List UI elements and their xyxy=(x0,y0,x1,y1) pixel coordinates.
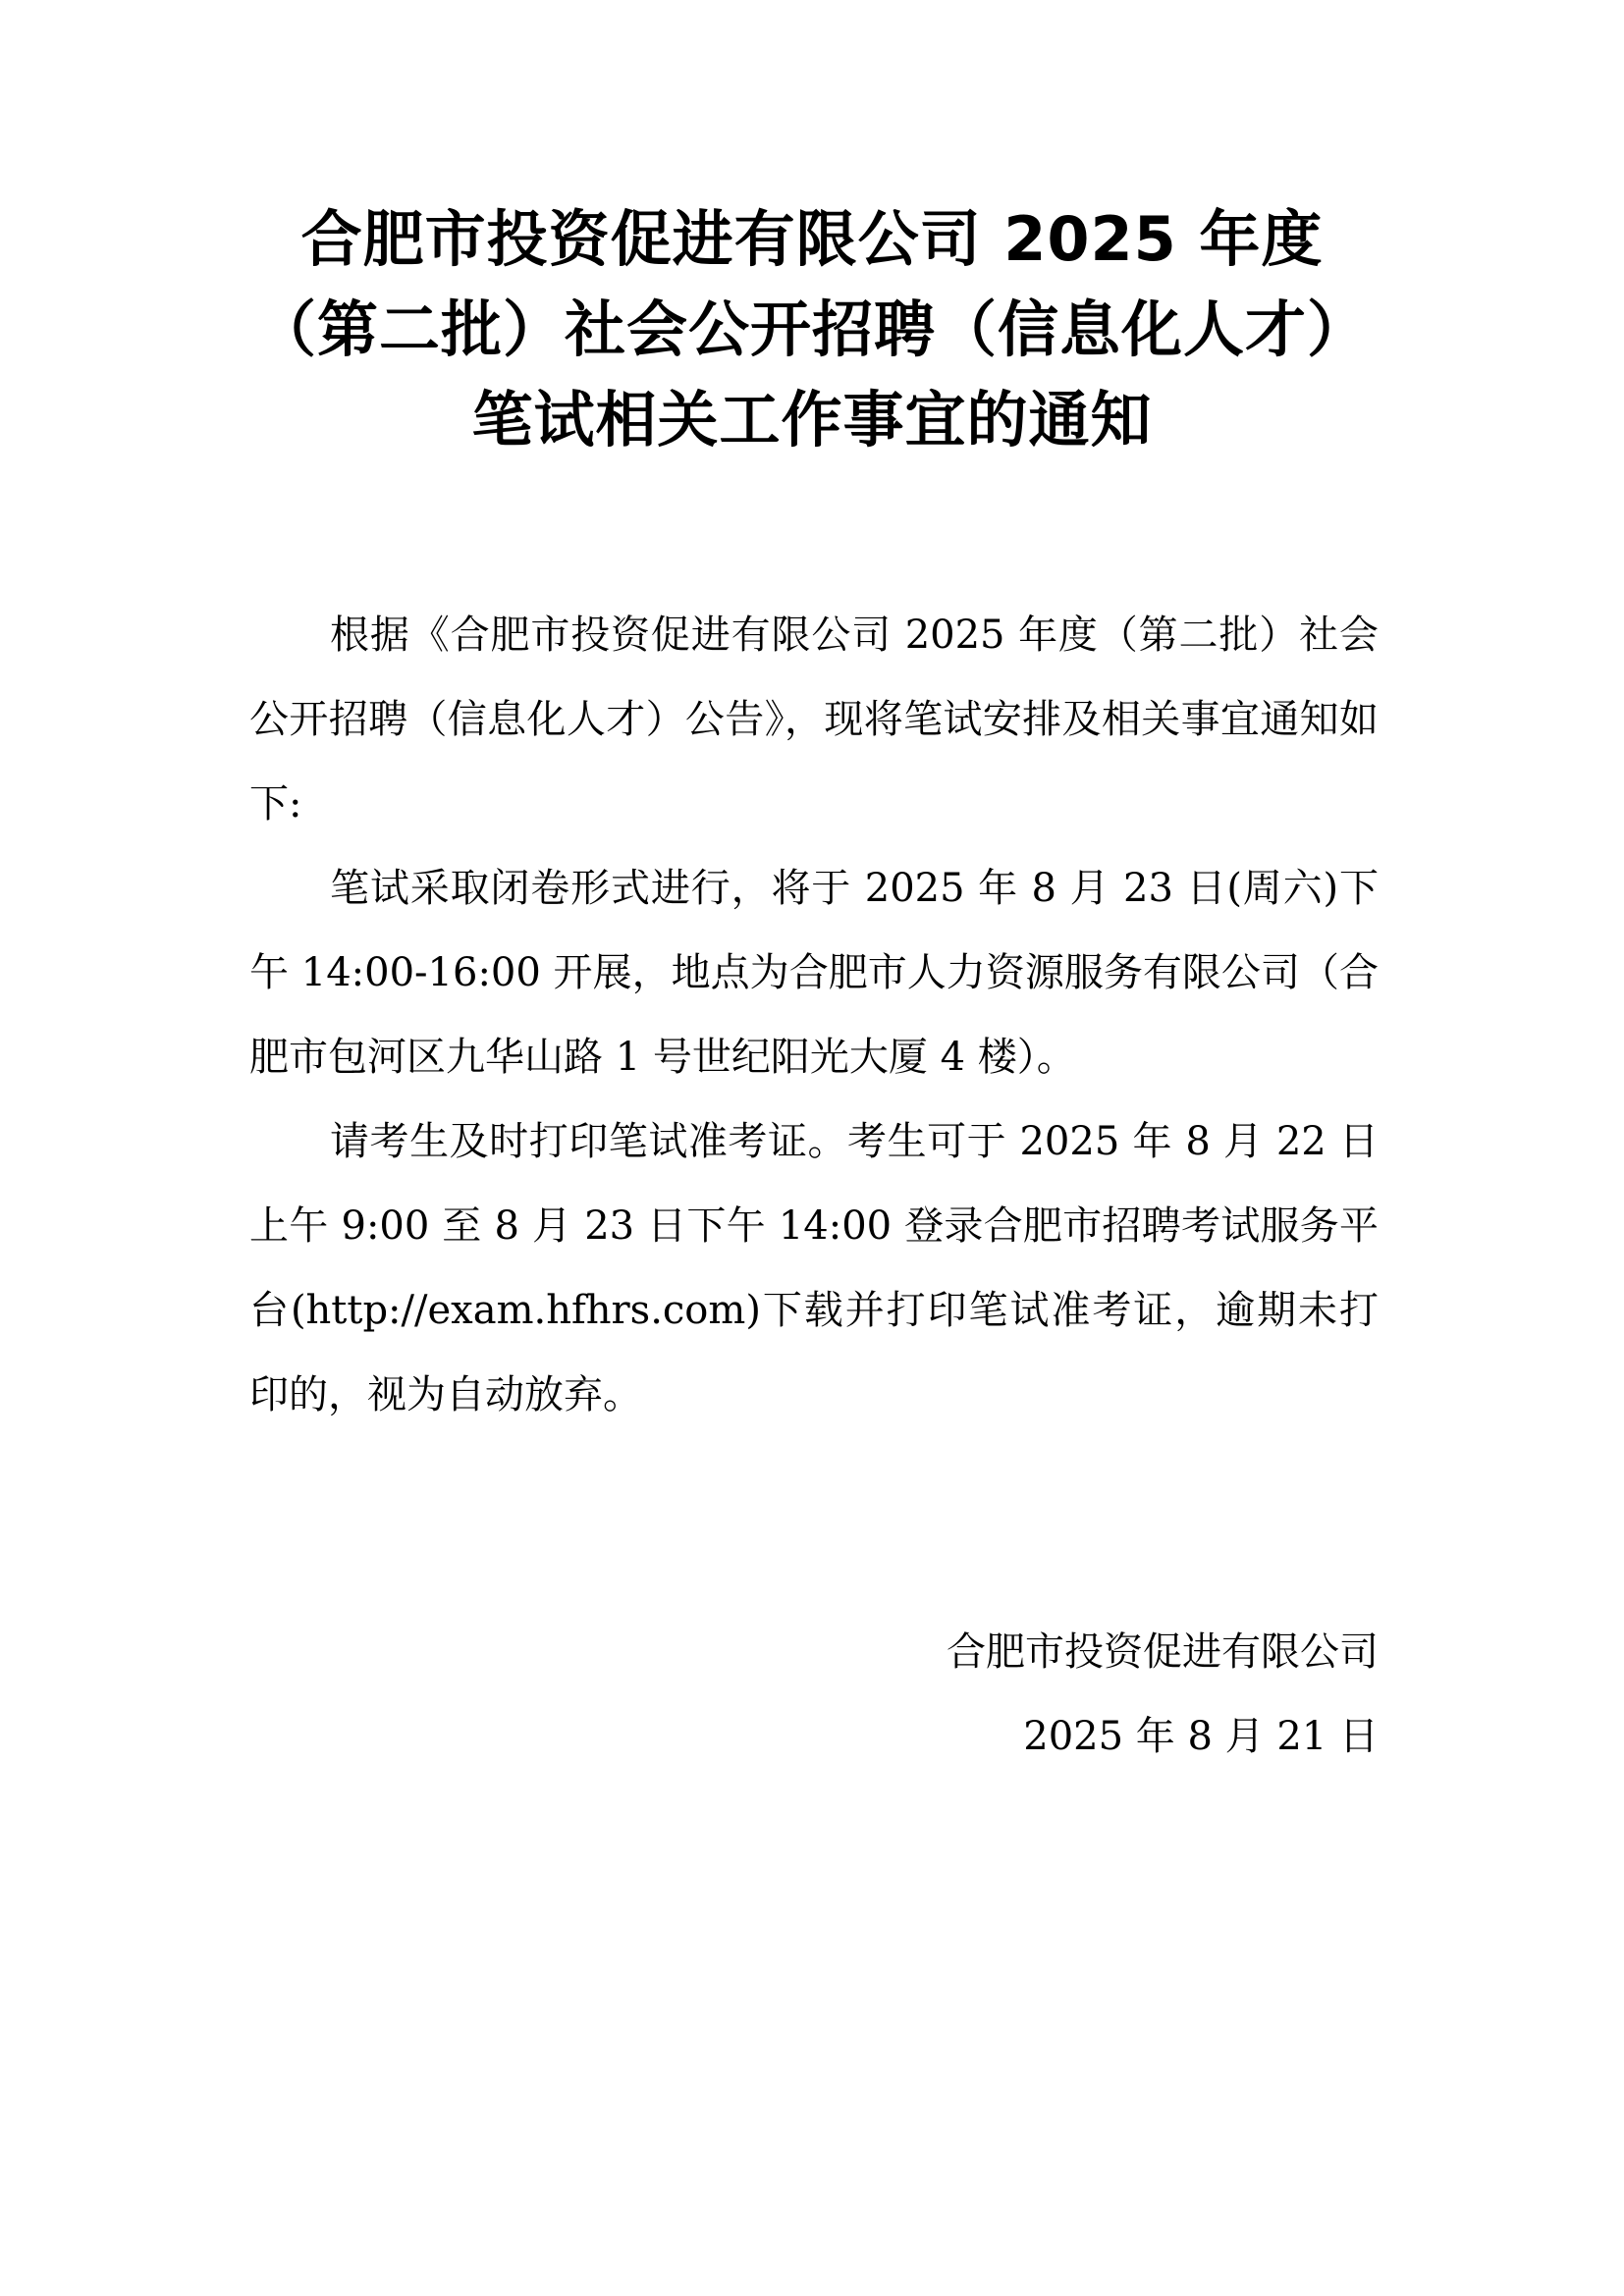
paragraph-exam-arrangement: 笔试采取闭卷形式进行，将于 2025 年 8 月 23 日(周六)下午 14:00-16:00 开展，地点为合肥市人力资源服务有限公司（合肥市包河区九华山路 1 号世纪阳光大厦 4 楼）。 xyxy=(249,866,1379,1080)
paragraph-intro: 根据《合肥市投资促进有限公司 2025 年度（第二批）社会公开招聘（信息化人才）公告》，现将笔试安排及相关事宜通知如下: xyxy=(249,613,1379,827)
title-line-3: 笔试相关工作事宜的通知 xyxy=(471,384,1153,455)
signature-date: 2025 年 8 月 21 日 xyxy=(1023,1714,1379,1759)
signature-block xyxy=(839,1610,1379,1779)
title-line-1: 合肥市投资促进有限公司 2025 年度 xyxy=(300,203,1324,275)
title-line-2: （第二批）社会公开招聘（信息化人才） xyxy=(254,294,1369,365)
signature-organization: 合肥市投资促进有限公司 xyxy=(947,1629,1379,1675)
notice-body xyxy=(249,593,1379,1437)
page-title xyxy=(196,194,1428,465)
paragraph-admission-ticket: 请考生及时打印笔试准考证。考生可于 2025 年 8 月 22 日上午 9:00 至 8 月 23 日下午 14:00 登录合肥市招聘考试服务平台(http://exam.hfhrs.com)下载并打印笔试准考证，逾期未打印的，视为自动放弃。 xyxy=(249,1119,1379,1417)
